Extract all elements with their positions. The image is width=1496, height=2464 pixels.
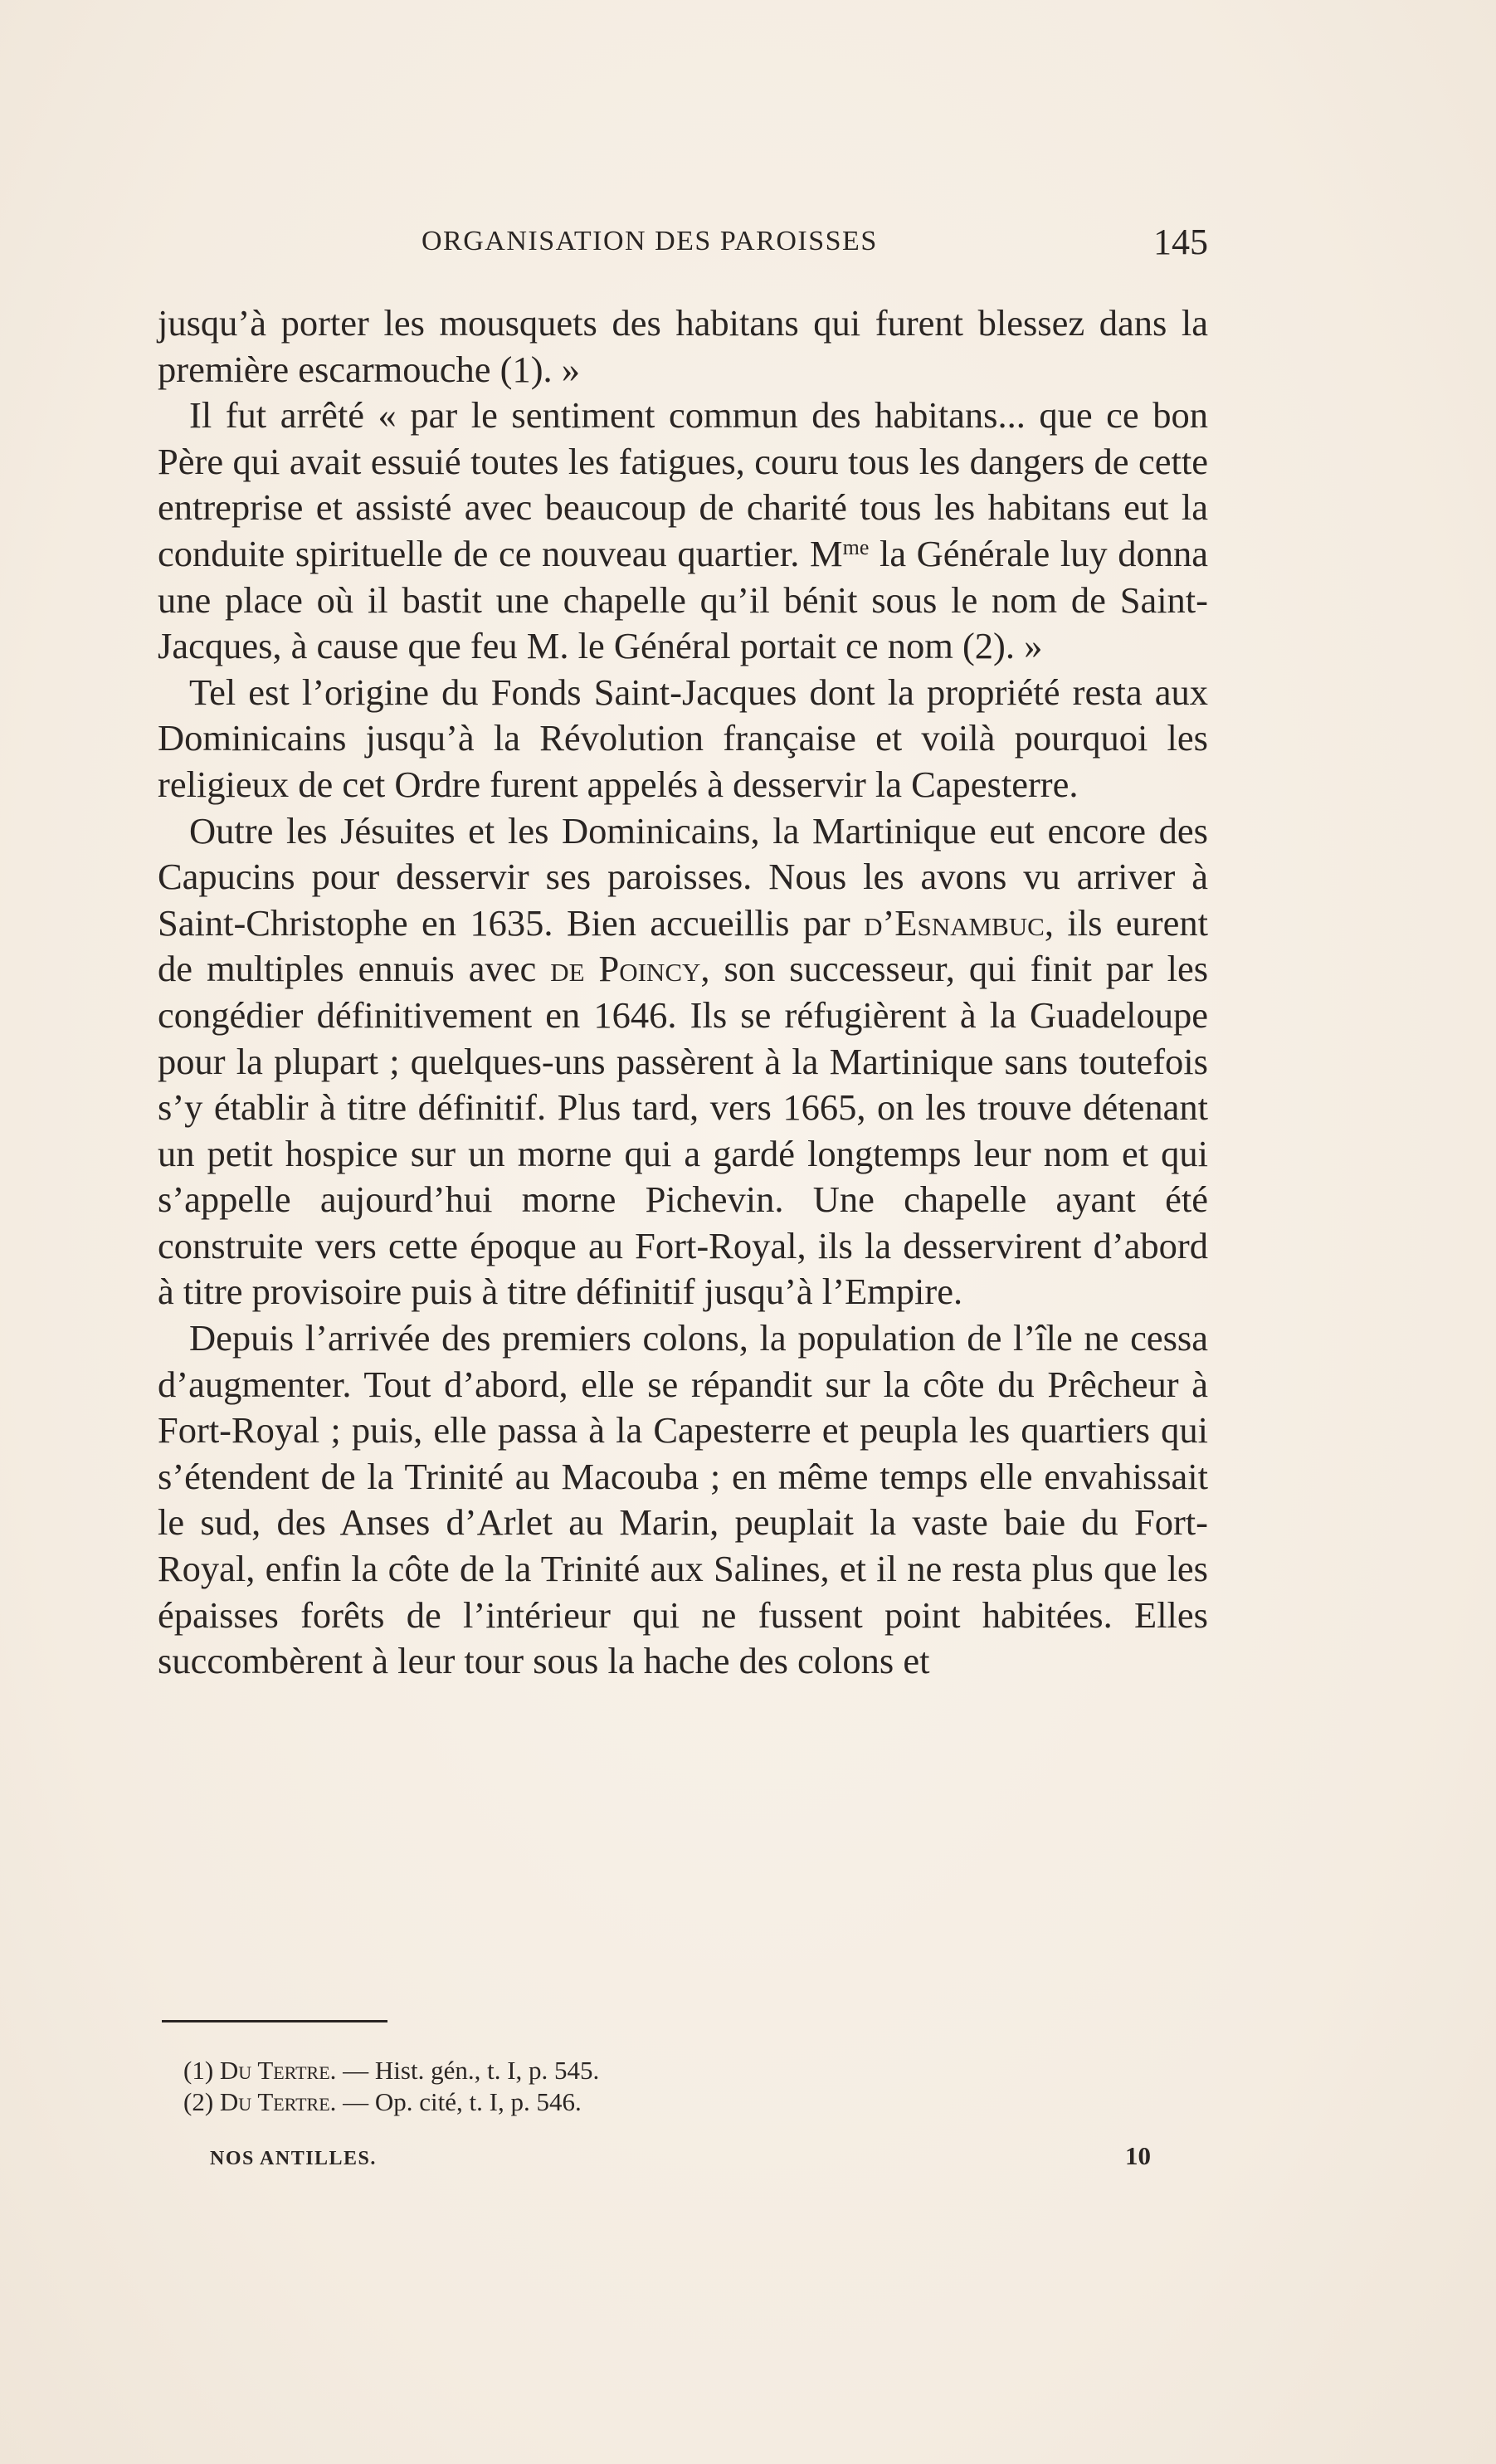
footnotes (183, 2055, 1138, 2118)
footnote-marker: (2) (183, 2087, 214, 2116)
paragraph-continuation: jusqu’à porter les mousquets des habitans qui furent blessez dans la première escarmouche (1). » (158, 302, 1208, 390)
body-text (158, 300, 1208, 1685)
footnote-2 (183, 2086, 1138, 2118)
honorific (810, 533, 869, 574)
footnote-1 (183, 2055, 1138, 2086)
capucins-text-2: , ils eurent de multiples ennuis avec (158, 901, 1208, 990)
signature-label: NOS ANTILLES. (210, 2148, 377, 2169)
paragraph-arrete (158, 393, 1208, 670)
paragraph-population: Depuis l’arrivée des premiers colons, la population de l’île ne cessa d’augmenter. Tout d’abord, elle se répandit sur la côte du Prêcheur à Fort-Royal ; puis, elle passa à la Capesterre et peupla les quartiers qui s’étendent de la Trinité au Macouba ; en même temps elle envahissait le sud, des Anses d’Arlet au Marin, peuplait la vaste baie du Fort-Royal, enfin la côte de la Trinité aux Salines, et il ne resta plus que les épaisses forêts de l’intérieur qui ne fussent point habitées. Elles succombèrent à leur tour sous la hache des colons et (158, 1317, 1208, 1682)
capucins-text-3: , son successeur, qui finit par les congédier définitivement en 1646. Ils se réfugièrent à la Guadeloupe pour la plupart ; quelques-uns passèrent à la Martinique sans toutefois s’y établir à titre définitif. Plus tard, vers 1665, on les trouve détenant un petit hospice sur un morne qui a gardé longtemps leur nom et qui s’appelle aujourd’hui morne Pichevin. Une chapelle ayant été construite vers cette époque au Fort-Royal, ils la desservirent d’abord à titre provisoire puis à titre définitif jusqu’à l’Empire. (158, 948, 1209, 1313)
footnote-author: Du Tertre (219, 2056, 330, 2085)
footnote-marker: (1) (183, 2056, 214, 2085)
name-esnambuc: d’Esnambuc (864, 901, 1045, 944)
paragraph-arrete-text: Il fut arrêté « par le sentiment commun des habitans... que ce bon Père qui avait essuié toutes les fatigues, couru tous les dangers de cette entreprise et assisté avec beaucoup de charité tous les habitans eut la conduite spirituelle de ce nouveau quartier. (158, 394, 1208, 574)
running-title: ORGANISATION DES PAROISSES (422, 226, 878, 256)
name-poincy: de Poincy (550, 948, 701, 990)
sheet-number: 10 (1125, 2141, 1151, 2170)
page-number: 145 (1153, 222, 1208, 262)
footnote-citation: . — Hist. gén., t. I, p. 545. (329, 2056, 600, 2085)
paragraph-capucins (158, 808, 1208, 1316)
paragraph-arrete-end: la Générale luy donna une place où il bastit une chapelle qu’il bénit sous le nom de Saint-Jacques, à cause que feu M. le Général portait ce nom (2). » (158, 532, 1209, 667)
honorific-base: M (810, 532, 843, 574)
footnote-rule (162, 2020, 387, 2022)
footnote-citation: . — Op. cité, t. I, p. 546. (329, 2087, 582, 2116)
page-header (158, 221, 1208, 271)
footnote-author: Du Tertre (219, 2087, 330, 2116)
capucins-text-1: Outre les Jésuites et les Dominicains, la Martinique eut encore des Capucins pour desservir ses paroisses. Nous les avons vu arriver à Saint-Christophe en 1635. Bien accueillis par (158, 809, 1208, 944)
honorific-superscript: me (842, 534, 870, 559)
paragraph-fonds-saint-jacques: Tel est l’origine du Fonds Saint-Jacques dont la propriété resta aux Dominicains jusqu’à la Révolution française et voilà pourquoi les religieux de cet Ordre furent appelés à desservir la Capesterre. (158, 671, 1208, 805)
